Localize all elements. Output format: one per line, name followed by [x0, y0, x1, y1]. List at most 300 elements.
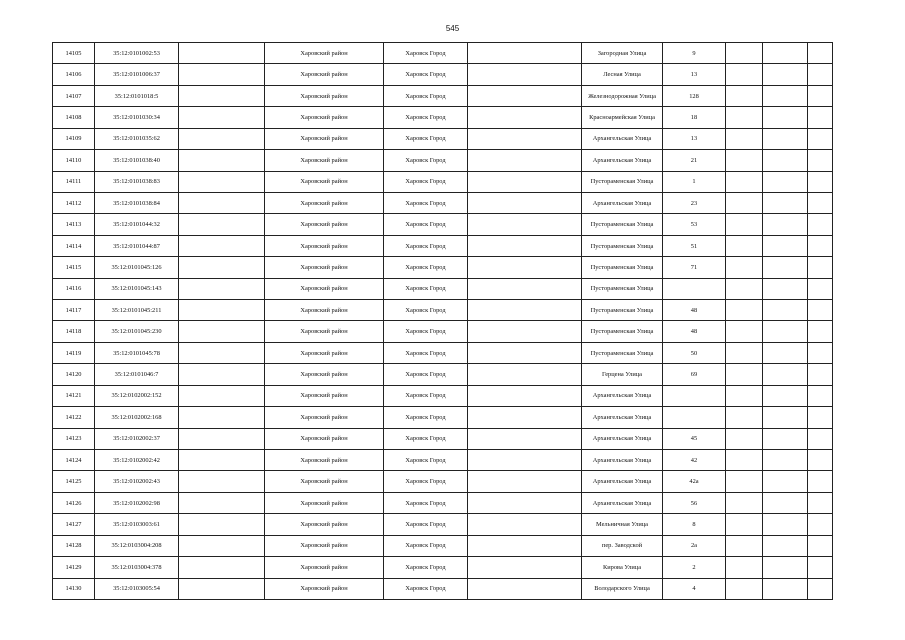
cell-house: 48 — [663, 300, 726, 321]
cell-empty — [179, 235, 265, 256]
cell-district: Харовский район — [265, 85, 384, 106]
cell-district: Харовский район — [265, 64, 384, 85]
table-row — [53, 107, 833, 128]
cell-empty — [763, 514, 808, 535]
cell-house: 128 — [663, 85, 726, 106]
cell-cadastral-number: 35:12:0101002:53 — [95, 43, 179, 64]
cell-empty — [763, 578, 808, 599]
cell-empty — [468, 43, 582, 64]
cell-street: Герцена Улица — [582, 364, 663, 385]
cell-district: Харовский район — [265, 407, 384, 428]
cell-number: 14112 — [53, 192, 95, 213]
cell-empty — [726, 107, 763, 128]
cell-district: Харовский район — [265, 364, 384, 385]
cell-empty — [468, 385, 582, 406]
cell-empty — [726, 214, 763, 235]
cell-empty — [763, 492, 808, 513]
cell-city: Харовск Город — [384, 450, 468, 471]
cell-empty — [763, 85, 808, 106]
cell-empty — [179, 128, 265, 149]
cell-empty — [726, 192, 763, 213]
cell-district: Харовский район — [265, 342, 384, 363]
cell-house: 2а — [663, 535, 726, 556]
cell-house: 45 — [663, 428, 726, 449]
cell-empty — [763, 535, 808, 556]
cell-district: Харовский район — [265, 385, 384, 406]
cell-empty — [726, 385, 763, 406]
cell-district: Харовский район — [265, 535, 384, 556]
table-row — [53, 257, 833, 278]
cell-empty — [808, 257, 833, 278]
cell-empty — [808, 578, 833, 599]
cell-cadastral-number: 35:12:0101038:83 — [95, 171, 179, 192]
cell-empty — [179, 535, 265, 556]
cell-empty — [468, 535, 582, 556]
cell-empty — [468, 364, 582, 385]
cell-cadastral-number: 35:12:0102002:168 — [95, 407, 179, 428]
cell-empty — [179, 85, 265, 106]
cell-cadastral-number: 35:12:0101045:78 — [95, 342, 179, 363]
cell-empty — [763, 342, 808, 363]
cell-empty — [179, 578, 265, 599]
cell-empty — [179, 171, 265, 192]
cell-house: 9 — [663, 43, 726, 64]
cell-empty — [726, 300, 763, 321]
cell-empty — [763, 64, 808, 85]
cell-empty — [468, 557, 582, 578]
cell-street: Пустораменская Улица — [582, 342, 663, 363]
cell-empty — [179, 192, 265, 213]
table-row — [53, 128, 833, 149]
cell-empty — [808, 364, 833, 385]
cell-house: 42 — [663, 450, 726, 471]
cell-empty — [763, 450, 808, 471]
cell-cadastral-number: 35:12:0101035:62 — [95, 128, 179, 149]
cell-empty — [763, 257, 808, 278]
table-row — [53, 535, 833, 556]
cell-empty — [763, 192, 808, 213]
cell-empty — [726, 535, 763, 556]
cell-district: Харовский район — [265, 235, 384, 256]
table-row — [53, 450, 833, 471]
cell-empty — [808, 407, 833, 428]
cell-empty — [726, 257, 763, 278]
table-row — [53, 471, 833, 492]
cell-city: Харовск Город — [384, 557, 468, 578]
cell-number: 14122 — [53, 407, 95, 428]
cell-cadastral-number: 35:12:0101038:40 — [95, 150, 179, 171]
table-row — [53, 428, 833, 449]
cell-city: Харовск Город — [384, 235, 468, 256]
cell-city: Харовск Город — [384, 364, 468, 385]
cell-number: 14123 — [53, 428, 95, 449]
cell-empty — [808, 278, 833, 299]
cell-empty — [468, 407, 582, 428]
cell-empty — [763, 300, 808, 321]
cell-city: Харовск Город — [384, 342, 468, 363]
cell-number: 14114 — [53, 235, 95, 256]
cell-empty — [468, 150, 582, 171]
cell-city: Харовск Город — [384, 407, 468, 428]
cell-empty — [468, 450, 582, 471]
cell-street: Пустораменская Улица — [582, 235, 663, 256]
cell-number: 14109 — [53, 128, 95, 149]
cell-empty — [179, 514, 265, 535]
cell-empty — [726, 364, 763, 385]
registry-body — [53, 43, 833, 600]
cell-house: 23 — [663, 192, 726, 213]
cell-empty — [763, 321, 808, 342]
cell-empty — [179, 214, 265, 235]
cell-empty — [179, 471, 265, 492]
cell-number: 14128 — [53, 535, 95, 556]
table-row — [53, 514, 833, 535]
cell-empty — [179, 407, 265, 428]
cell-empty — [808, 450, 833, 471]
cell-street: Архангельская Улица — [582, 407, 663, 428]
cell-cadastral-number: 35:12:0101045:230 — [95, 321, 179, 342]
cell-empty — [468, 171, 582, 192]
cell-number: 14126 — [53, 492, 95, 513]
cell-cadastral-number: 35:12:0101038:84 — [95, 192, 179, 213]
cell-number: 14113 — [53, 214, 95, 235]
cell-empty — [763, 557, 808, 578]
cell-empty — [808, 557, 833, 578]
cell-cadastral-number: 35:12:0101045:211 — [95, 300, 179, 321]
cell-district: Харовский район — [265, 192, 384, 213]
cell-house: 13 — [663, 128, 726, 149]
cell-street: пер. Заводской — [582, 535, 663, 556]
cell-empty — [808, 128, 833, 149]
cell-empty — [179, 450, 265, 471]
cell-street: Архангельская Улица — [582, 150, 663, 171]
cell-cadastral-number: 35:12:0102002:42 — [95, 450, 179, 471]
cell-house: 48 — [663, 321, 726, 342]
cell-empty — [179, 492, 265, 513]
cell-city: Харовск Город — [384, 300, 468, 321]
cell-cadastral-number: 35:12:0101044:32 — [95, 214, 179, 235]
cell-empty — [808, 150, 833, 171]
cell-empty — [726, 235, 763, 256]
cell-empty — [726, 342, 763, 363]
cell-number: 14111 — [53, 171, 95, 192]
cell-number: 14115 — [53, 257, 95, 278]
cell-empty — [808, 428, 833, 449]
cell-city: Харовск Город — [384, 257, 468, 278]
cell-number: 14117 — [53, 300, 95, 321]
cell-city: Харовск Город — [384, 578, 468, 599]
cell-cadastral-number: 35:12:0102002:43 — [95, 471, 179, 492]
cell-house: 51 — [663, 235, 726, 256]
cell-empty — [726, 557, 763, 578]
cell-empty — [179, 342, 265, 363]
cell-empty — [179, 278, 265, 299]
cell-empty — [808, 43, 833, 64]
cell-street: Пустораменская Улица — [582, 171, 663, 192]
cell-cadastral-number: 35:12:0103004:378 — [95, 557, 179, 578]
cell-district: Харовский район — [265, 578, 384, 599]
cell-city: Харовск Город — [384, 321, 468, 342]
cell-empty — [763, 428, 808, 449]
cell-empty — [468, 235, 582, 256]
cell-empty — [468, 128, 582, 149]
cell-house: 2 — [663, 557, 726, 578]
cell-empty — [763, 214, 808, 235]
cell-empty — [763, 43, 808, 64]
cell-street: Загородная Улица — [582, 43, 663, 64]
cell-empty — [468, 514, 582, 535]
cell-empty — [763, 364, 808, 385]
cell-city: Харовск Город — [384, 214, 468, 235]
cell-empty — [468, 428, 582, 449]
table-row — [53, 171, 833, 192]
table-row — [53, 85, 833, 106]
cell-cadastral-number: 35:12:0102002:37 — [95, 428, 179, 449]
cell-number: 14124 — [53, 450, 95, 471]
cell-empty — [726, 450, 763, 471]
cell-district: Харовский район — [265, 514, 384, 535]
cell-district: Харовский район — [265, 107, 384, 128]
cell-district: Харовский район — [265, 43, 384, 64]
table-row — [53, 192, 833, 213]
cell-district: Харовский район — [265, 450, 384, 471]
cell-empty — [726, 428, 763, 449]
table-row — [53, 321, 833, 342]
cell-house: 4 — [663, 578, 726, 599]
table-row — [53, 300, 833, 321]
cell-empty — [468, 342, 582, 363]
cell-street: Пустораменская Улица — [582, 321, 663, 342]
cell-city: Харовск Город — [384, 514, 468, 535]
cell-empty — [726, 85, 763, 106]
cell-district: Харовский район — [265, 557, 384, 578]
cell-city: Харовск Город — [384, 128, 468, 149]
table-row — [53, 407, 833, 428]
cell-empty — [808, 342, 833, 363]
cell-city: Харовск Город — [384, 150, 468, 171]
cell-number: 14121 — [53, 385, 95, 406]
cell-empty — [468, 300, 582, 321]
cell-house: 53 — [663, 214, 726, 235]
cell-empty — [763, 235, 808, 256]
table-row — [53, 557, 833, 578]
cell-house: 8 — [663, 514, 726, 535]
cell-number: 14116 — [53, 278, 95, 299]
cell-district: Харовский район — [265, 321, 384, 342]
cell-empty — [763, 278, 808, 299]
cell-house: 56 — [663, 492, 726, 513]
cell-cadastral-number: 35:12:0101046:7 — [95, 364, 179, 385]
cell-city: Харовск Город — [384, 64, 468, 85]
cell-empty — [808, 235, 833, 256]
table-row — [53, 150, 833, 171]
cell-street: Красноармейская Улица — [582, 107, 663, 128]
cell-house — [663, 385, 726, 406]
table-row — [53, 235, 833, 256]
cell-street: Архангельская Улица — [582, 450, 663, 471]
cell-empty — [179, 257, 265, 278]
cell-street: Архангельская Улица — [582, 428, 663, 449]
table-row — [53, 492, 833, 513]
cell-street: Архангельская Улица — [582, 385, 663, 406]
cell-district: Харовский район — [265, 471, 384, 492]
cell-city: Харовск Город — [384, 43, 468, 64]
cell-cadastral-number: 35:12:0101018:5 — [95, 85, 179, 106]
cell-house: 21 — [663, 150, 726, 171]
table-row — [53, 278, 833, 299]
cell-empty — [808, 214, 833, 235]
cell-empty — [808, 300, 833, 321]
cell-empty — [468, 192, 582, 213]
cell-empty — [468, 578, 582, 599]
cell-cadastral-number: 35:12:0102002:98 — [95, 492, 179, 513]
cell-empty — [468, 214, 582, 235]
cell-cadastral-number: 35:12:0103005:54 — [95, 578, 179, 599]
cell-empty — [726, 514, 763, 535]
cell-street: Володарского Улица — [582, 578, 663, 599]
cell-empty — [808, 492, 833, 513]
cell-street: Пустораменская Улица — [582, 257, 663, 278]
cell-street: Пустораменская Улица — [582, 278, 663, 299]
cell-cadastral-number: 35:12:0101006:37 — [95, 64, 179, 85]
cell-empty — [179, 557, 265, 578]
cell-empty — [808, 64, 833, 85]
cell-district: Харовский район — [265, 300, 384, 321]
cell-empty — [179, 385, 265, 406]
cell-house — [663, 407, 726, 428]
cell-house: 1 — [663, 171, 726, 192]
cell-cadastral-number: 35:12:0101044:87 — [95, 235, 179, 256]
cell-empty — [808, 192, 833, 213]
cell-cadastral-number: 35:12:0103004:208 — [95, 535, 179, 556]
cell-empty — [726, 471, 763, 492]
cell-empty — [808, 514, 833, 535]
cell-empty — [179, 150, 265, 171]
cell-city: Харовск Город — [384, 107, 468, 128]
registry-table — [52, 42, 833, 600]
cell-empty — [763, 407, 808, 428]
cell-empty — [179, 321, 265, 342]
cell-empty — [179, 300, 265, 321]
cell-street: Архангельская Улица — [582, 192, 663, 213]
cell-number: 14130 — [53, 578, 95, 599]
cell-district: Харовский район — [265, 492, 384, 513]
cell-empty — [179, 428, 265, 449]
cell-house: 50 — [663, 342, 726, 363]
cell-empty — [468, 64, 582, 85]
cell-district: Харовский район — [265, 150, 384, 171]
cell-cadastral-number: 35:12:0101045:143 — [95, 278, 179, 299]
cell-empty — [726, 171, 763, 192]
cell-empty — [763, 150, 808, 171]
cell-district: Харовский район — [265, 278, 384, 299]
cell-house: 42а — [663, 471, 726, 492]
cell-empty — [763, 385, 808, 406]
cell-cadastral-number: 35:12:0102002:152 — [95, 385, 179, 406]
cell-number: 14127 — [53, 514, 95, 535]
table-row — [53, 385, 833, 406]
cell-street: Архангельская Улица — [582, 128, 663, 149]
cell-house: 13 — [663, 64, 726, 85]
cell-empty — [726, 150, 763, 171]
cell-city: Харовск Город — [384, 492, 468, 513]
cell-city: Харовск Город — [384, 428, 468, 449]
cell-empty — [808, 471, 833, 492]
cell-empty — [808, 321, 833, 342]
cell-street: Кирова Улица — [582, 557, 663, 578]
cell-empty — [726, 578, 763, 599]
cell-cadastral-number: 35:12:0103003:61 — [95, 514, 179, 535]
cell-empty — [726, 278, 763, 299]
cell-empty — [808, 171, 833, 192]
cell-empty — [468, 257, 582, 278]
cell-number: 14108 — [53, 107, 95, 128]
cell-empty — [763, 128, 808, 149]
page-number: 545 — [445, 24, 460, 33]
cell-empty — [763, 107, 808, 128]
cell-empty — [468, 107, 582, 128]
cell-empty — [468, 471, 582, 492]
cell-number: 14118 — [53, 321, 95, 342]
cell-number: 14125 — [53, 471, 95, 492]
cell-city: Харовск Город — [384, 278, 468, 299]
table-row — [53, 214, 833, 235]
cell-number: 14129 — [53, 557, 95, 578]
cell-empty — [726, 128, 763, 149]
cell-district: Харовский район — [265, 128, 384, 149]
cell-empty — [808, 85, 833, 106]
cell-city: Харовск Город — [384, 385, 468, 406]
cell-empty — [726, 64, 763, 85]
cell-number: 14110 — [53, 150, 95, 171]
cell-empty — [763, 171, 808, 192]
cell-empty — [468, 492, 582, 513]
cell-empty — [468, 278, 582, 299]
cell-district: Харовский район — [265, 214, 384, 235]
cell-cadastral-number: 35:12:0101045:126 — [95, 257, 179, 278]
cell-city: Харовск Город — [384, 85, 468, 106]
cell-city: Харовск Город — [384, 192, 468, 213]
cell-empty — [179, 64, 265, 85]
cell-street: Пустораменская Улица — [582, 300, 663, 321]
cell-cadastral-number: 35:12:0101030:34 — [95, 107, 179, 128]
cell-house: 69 — [663, 364, 726, 385]
cell-empty — [468, 85, 582, 106]
cell-number: 14106 — [53, 64, 95, 85]
cell-street: Архангельская Улица — [582, 471, 663, 492]
cell-empty — [726, 321, 763, 342]
cell-empty — [468, 321, 582, 342]
table-row — [53, 43, 833, 64]
cell-city: Харовск Город — [384, 471, 468, 492]
cell-empty — [808, 535, 833, 556]
cell-number: 14119 — [53, 342, 95, 363]
cell-city: Харовск Город — [384, 535, 468, 556]
cell-number: 14120 — [53, 364, 95, 385]
table-row — [53, 364, 833, 385]
cell-empty — [179, 107, 265, 128]
cell-house — [663, 278, 726, 299]
table-row — [53, 578, 833, 599]
table-row — [53, 64, 833, 85]
cell-empty — [808, 107, 833, 128]
cell-city: Харовск Город — [384, 171, 468, 192]
cell-empty — [726, 407, 763, 428]
cell-empty — [763, 471, 808, 492]
cell-street: Пустораменская Улица — [582, 214, 663, 235]
cell-house: 18 — [663, 107, 726, 128]
cell-number: 14107 — [53, 85, 95, 106]
